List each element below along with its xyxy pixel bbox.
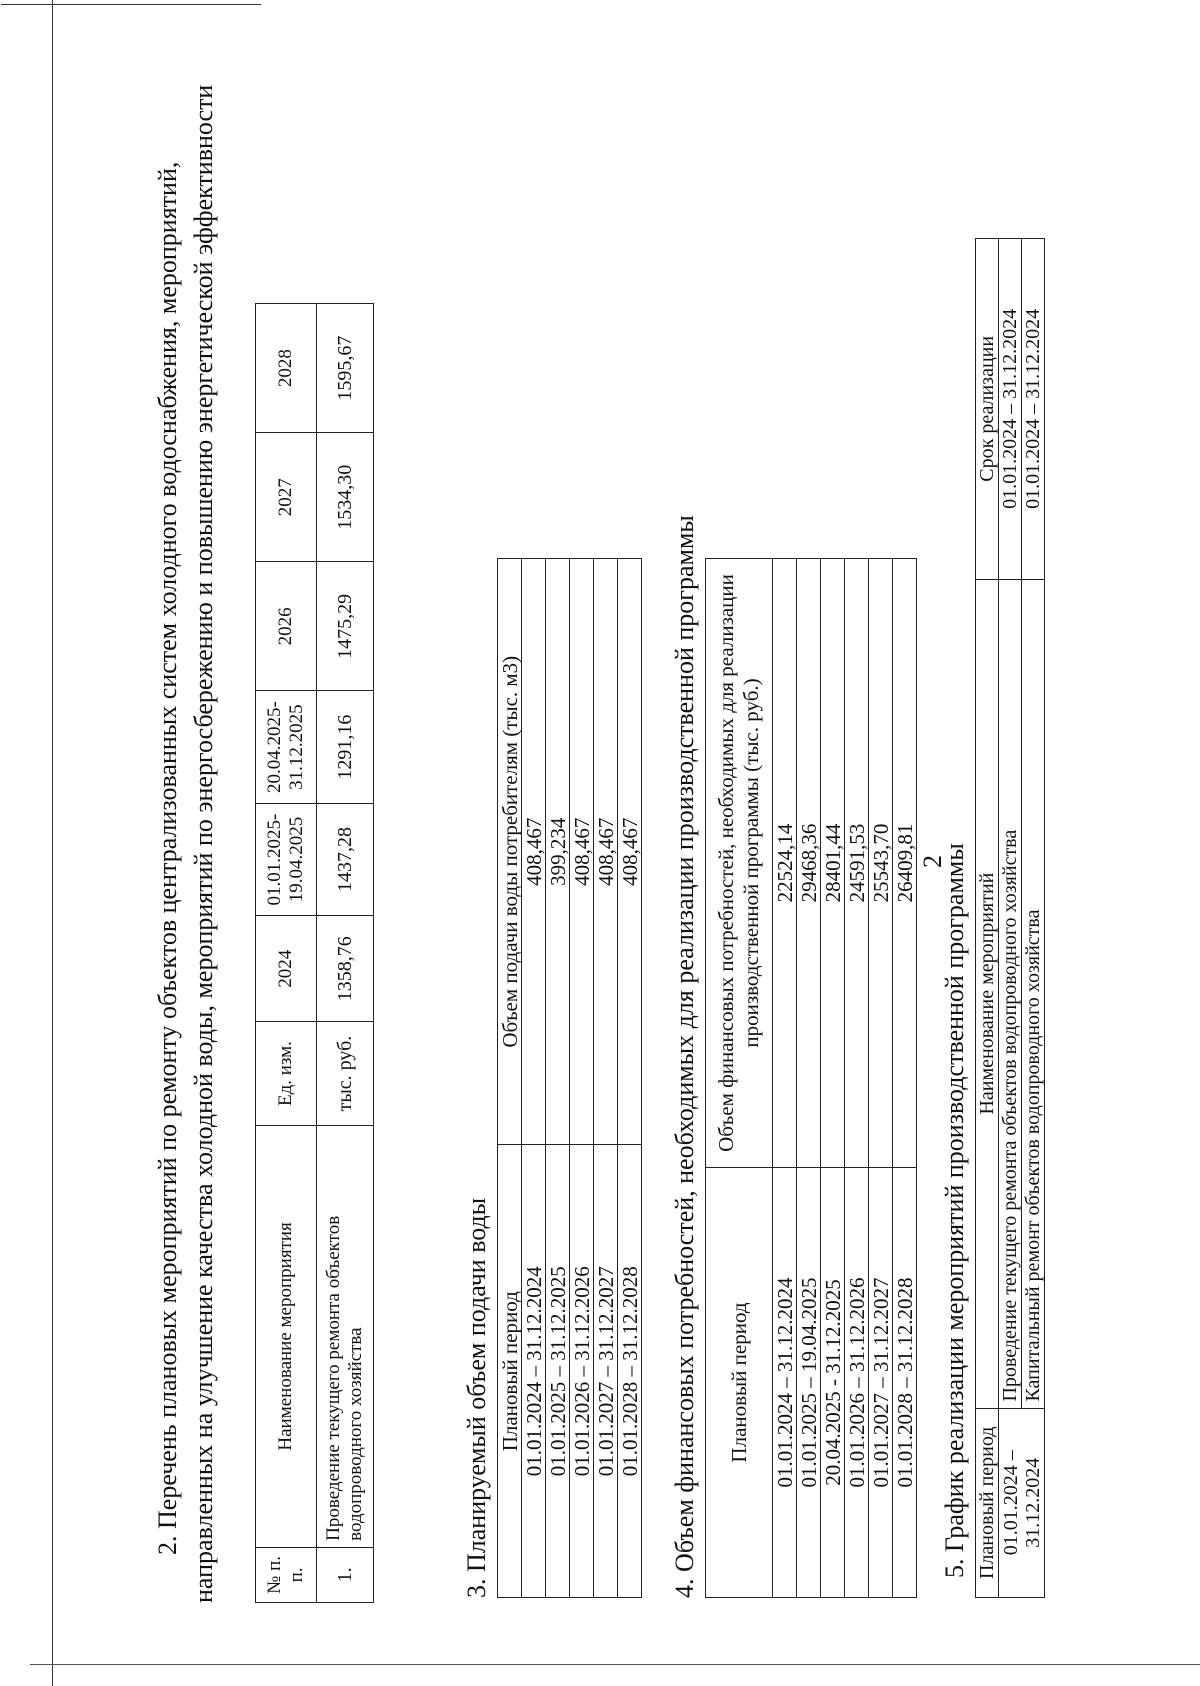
cell: 1. — [317, 1547, 374, 1602]
col-2027: 2027 — [256, 433, 317, 562]
cell: 01.01.2024 – 31.12.2024 — [1022, 239, 1045, 580]
table-row — [317, 304, 374, 1603]
cell: 1475,29 — [317, 562, 374, 691]
table-row — [618, 559, 642, 1598]
cell: 408,467 — [570, 559, 594, 1145]
cell: 1358,76 — [317, 916, 374, 1022]
col-period: Плановый период — [976, 1408, 999, 1597]
page-number: 2 — [918, 855, 947, 868]
section3-table — [497, 558, 642, 1598]
cell: 1437,28 — [317, 803, 374, 915]
cell: 01.01.2026 – 31.12.2026 — [570, 1145, 594, 1598]
cell: 24591,53 — [845, 559, 869, 1168]
col-finance: Объем финансовых потребностей, необходимых для реализации производственной программы (тыс. руб.) — [706, 559, 773, 1168]
col-volume: Объем подачи воды потребителям (тыс. м3) — [498, 559, 522, 1145]
table-header-row — [498, 559, 522, 1598]
table-row — [546, 559, 570, 1598]
table-row — [522, 559, 546, 1598]
cell: 26409,81 — [893, 559, 917, 1168]
col-unit: Ед. изм. — [256, 1022, 317, 1126]
cell: 01.01.2024 – 31.12.2024 — [522, 1145, 546, 1598]
rotated-page — [70, 43, 1130, 1643]
section4-table — [705, 558, 917, 1598]
cell: 01.01.2025 – 31.12.2025 — [546, 1145, 570, 1598]
col-2026: 2026 — [256, 562, 317, 691]
cell: 28401,44 — [821, 559, 845, 1168]
cell: 01.01.2027 – 31.12.2027 — [869, 1168, 893, 1598]
cell: 01.01.2024 – 31.12.2024 — [999, 239, 1022, 580]
cell: 1595,67 — [317, 304, 374, 433]
cell: Проведение текущего ремонта объектов водопроводного хозяйства — [999, 579, 1022, 1408]
col-2028: 2028 — [256, 304, 317, 433]
table-row — [1022, 239, 1045, 1598]
cell: 408,467 — [594, 559, 618, 1145]
section2-table — [255, 303, 374, 1603]
cell: тыс. руб. — [317, 1022, 374, 1126]
table-row — [869, 559, 893, 1598]
cell: 01.01.2027 – 31.12.2027 — [594, 1145, 618, 1598]
section5-heading: 5. График реализации мероприятий производственной программы — [940, 843, 969, 1578]
col-num: № п. п. — [256, 1547, 317, 1602]
section2-heading: 2. Перечень плановых мероприятий по ремонту объектов централизованных систем холодного водоснабжения, мероприятий, направленных на улучшение качества холодной воды, мероприятий по энергосбережению и повышению энергетической эффективности — [153, 84, 218, 1603]
table-row — [821, 559, 845, 1598]
table-row — [999, 239, 1022, 1598]
cell-period: 01.01.2024 – 31.12.2024 — [999, 1408, 1045, 1597]
section4-heading: 4. Объем финансовых потребностей, необходимых для реализации производственной программы — [670, 515, 699, 1598]
col-2024: 2024 — [256, 916, 317, 1022]
cell: 25543,70 — [869, 559, 893, 1168]
table-header-row — [976, 239, 999, 1598]
col-term: Срок реализации — [976, 239, 999, 580]
table-row — [570, 559, 594, 1598]
cell: 01.01.2025 – 19.04.2025 — [797, 1168, 821, 1598]
cell: 01.01.2026 – 31.12.2026 — [845, 1168, 869, 1598]
col-name: Наименование мероприятия — [256, 1125, 317, 1547]
table-row — [797, 559, 821, 1598]
col-period: Плановый период — [706, 1168, 773, 1598]
cell: 408,467 — [618, 559, 642, 1145]
cell: 399,234 — [546, 559, 570, 1145]
cell: 1534,30 — [317, 433, 374, 562]
cell: 01.01.2024 – 31.12.2024 — [773, 1168, 797, 1598]
cell: 01.01.2028 – 31.12.2028 — [893, 1168, 917, 1598]
table-header-row — [256, 304, 317, 1603]
col-name: Наименование мероприятий — [976, 579, 999, 1408]
table-row — [594, 559, 618, 1598]
section5-table — [975, 238, 1045, 1598]
cell: Проведение текущего ремонта объектов водопроводного хозяйства — [317, 1125, 374, 1547]
col-period: Плановый период — [498, 1145, 522, 1598]
cell: 20.04.2025 - 31.12.2025 — [821, 1168, 845, 1598]
col-2025a: 01.01.2025- 19.04.2025 — [256, 803, 317, 915]
table-row — [893, 559, 917, 1598]
cell: Капитальный ремонт объектов водопроводного хозяйства — [1022, 579, 1045, 1408]
table-row — [845, 559, 869, 1598]
cell: 408,467 — [522, 559, 546, 1145]
table-row — [773, 559, 797, 1598]
col-2025b: 20.04.2025- 31.12.2025 — [256, 691, 317, 803]
table-header-row — [706, 559, 773, 1598]
cell: 01.01.2028 – 31.12.2028 — [618, 1145, 642, 1598]
section3-heading: 3. Планируемый объем подачи воды — [462, 1197, 491, 1598]
cell: 29468,36 — [797, 559, 821, 1168]
cell: 22524,14 — [773, 559, 797, 1168]
scan-bottom-line — [30, 1664, 1200, 1665]
cell: 1291,16 — [317, 691, 374, 803]
